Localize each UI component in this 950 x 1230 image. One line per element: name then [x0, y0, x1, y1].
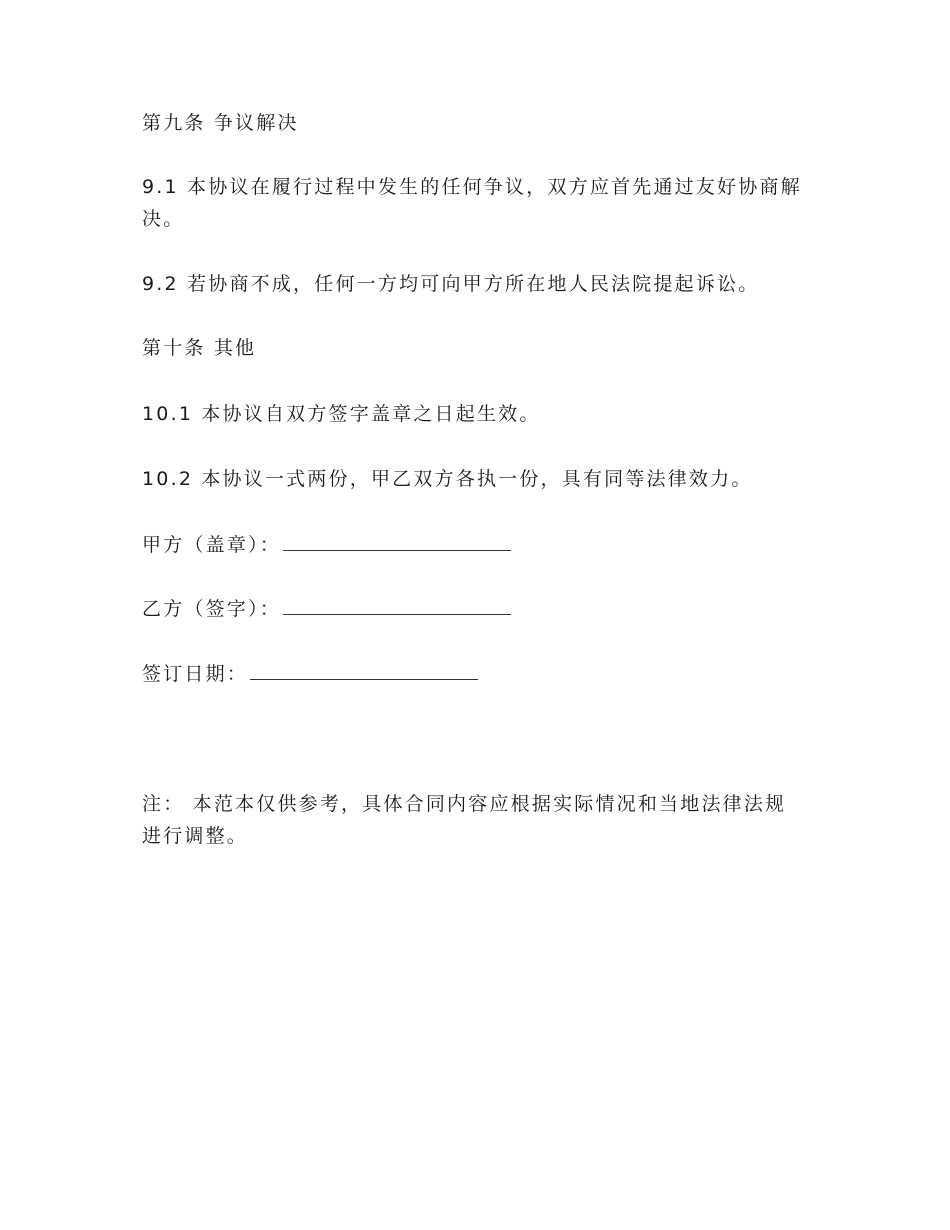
- clause-10-2: 10.2 本协议一式两份，甲乙双方各执一份，具有同等法律效力。: [142, 468, 753, 490]
- clause-9-2: 9.2 若协商不成，任何一方均可向甲方所在地人民法院提起诉讼。: [142, 273, 760, 295]
- party-a-signature-line: [283, 530, 511, 551]
- party-a-signature-row: [142, 529, 511, 561]
- party-b-signature-row: [142, 593, 511, 625]
- clause-10-1: 10.1 本协议自双方签字盖章之日起生效。: [142, 403, 541, 425]
- disclaimer-note: 注： 本范本仅供参考，具体合同内容应根据实际情况和当地法律法规进行调整。: [142, 793, 787, 847]
- signing-date-row: [142, 658, 478, 690]
- party-a-label: 甲方（盖章）：: [142, 534, 281, 556]
- signing-date-line: [250, 659, 478, 680]
- party-b-signature-line: [283, 594, 511, 615]
- signing-date-label: 签订日期：: [142, 663, 249, 685]
- party-b-label: 乙方（签字）：: [142, 598, 281, 620]
- article-10-heading: 第十条 其他: [142, 337, 257, 359]
- article-9-heading: 第九条 争议解决: [142, 112, 299, 134]
- clause-9-1: 9.1 本协议在履行过程中发生的任何争议，双方应首先通过友好协商解决。: [142, 176, 802, 230]
